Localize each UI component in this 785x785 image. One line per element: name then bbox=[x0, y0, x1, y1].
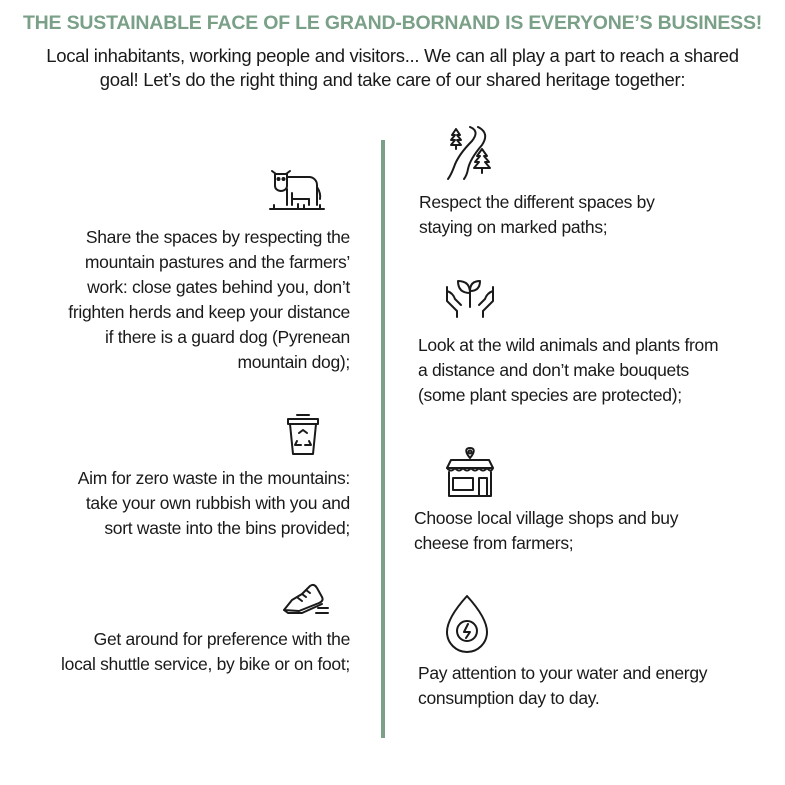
item-line: Share the spaces by respecting the bbox=[85, 227, 350, 247]
item-line: consumption day to day. bbox=[418, 688, 600, 708]
list-item bbox=[61, 627, 350, 677]
forest-path-icon bbox=[442, 125, 494, 181]
intro-line: goal! Let’s do the right thing and take care of our shared heritage together: bbox=[99, 69, 686, 90]
item-line: sort waste into the bins provided; bbox=[104, 518, 350, 538]
item-line: take your own rubbish with you and bbox=[85, 493, 350, 513]
item-line: mountain pastures and the farmers’ bbox=[84, 252, 350, 272]
water-energy-drop-icon bbox=[441, 593, 493, 655]
item-line: Respect the different spaces by bbox=[419, 192, 655, 212]
local-shop-icon bbox=[443, 446, 497, 500]
list-item bbox=[419, 190, 655, 240]
list-item bbox=[418, 333, 718, 408]
item-line: work: close gates behind you, don’t bbox=[87, 277, 350, 297]
center-divider bbox=[381, 140, 385, 738]
page-title: THE SUSTAINABLE FACE OF LE GRAND-BORNAND IS EVERYONE’S BUSINESS! bbox=[22, 12, 763, 34]
intro-text bbox=[10, 44, 775, 92]
hands-plant-icon bbox=[443, 273, 497, 319]
item-line: Aim for zero waste in the mountains: bbox=[77, 468, 350, 488]
item-line: if there is a guard dog (Pyrenean bbox=[105, 327, 350, 347]
item-line: mountain dog); bbox=[237, 352, 350, 372]
item-line: Choose local village shops and buy bbox=[414, 508, 679, 528]
item-line: Get around for preference with the bbox=[93, 629, 350, 649]
item-line: staying on marked paths; bbox=[419, 217, 608, 237]
item-line: a distance and don’t make bouquets bbox=[418, 360, 689, 380]
list-item bbox=[414, 506, 678, 556]
item-line: (some plant species are protected); bbox=[418, 385, 682, 405]
list-item bbox=[418, 661, 707, 711]
list-item bbox=[68, 225, 350, 375]
recycling-bin-icon bbox=[284, 410, 322, 458]
item-line: Look at the wild animals and plants from bbox=[418, 335, 719, 355]
item-line: cheese from farmers; bbox=[414, 533, 574, 553]
list-item bbox=[78, 466, 350, 541]
cow-icon bbox=[268, 165, 326, 213]
intro-line: Local inhabitants, working people and visitors... We can all play a part to reach a shared bbox=[46, 45, 739, 66]
item-line: local shuttle service, by bike or on foot; bbox=[61, 654, 350, 674]
running-shoe-icon bbox=[280, 578, 330, 618]
item-line: frighten herds and keep your distance bbox=[68, 302, 350, 322]
item-line: Pay attention to your water and energy bbox=[418, 663, 708, 683]
